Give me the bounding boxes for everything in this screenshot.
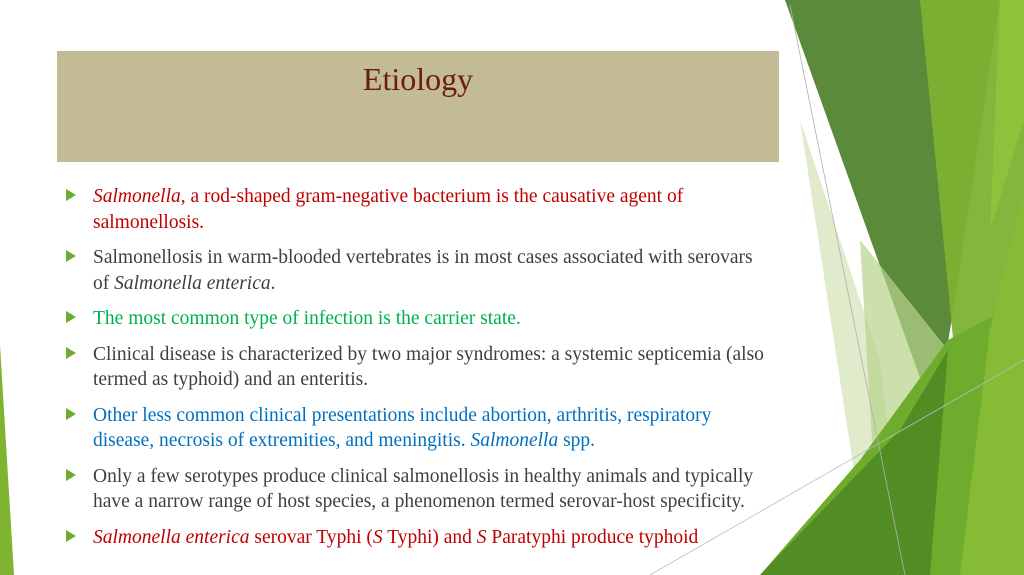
bullet-text: , a rod-shaped gram-negative bacterium is the causative agent of salmonellosis. [93, 186, 684, 233]
bullet-text: spp. [558, 430, 596, 451]
bullet-text: Typhi) and [382, 526, 477, 548]
bullet-text: Salmonella enterica [93, 526, 250, 548]
bullet-text: Paratyphi produce typhoid [486, 526, 699, 548]
slide-title: Etiology [362, 61, 474, 97]
bullet-text: . [270, 272, 276, 294]
bullet-text: S [476, 526, 487, 548]
bullet-arrow-icon [66, 408, 76, 420]
bullet-text: Other less common clinical presentations include abortion, arthritis, respiratory disease, necrosis of extremities, and meningitis. [93, 404, 712, 451]
bullet-arrow-icon [66, 469, 76, 481]
bullet-arrow-icon [66, 530, 76, 542]
bullet-text: Salmonellosis in warm-blooded vertebrates is in most cases associated with serovars of [93, 247, 753, 294]
bullet-item [64, 306, 764, 332]
bullet-text: Salmonella [470, 430, 559, 451]
bullet-item [64, 525, 764, 551]
left-green-sliver [0, 345, 14, 575]
bullet-text: serovar Typhi ( [249, 526, 373, 548]
bullet-item [64, 342, 764, 393]
title-bar [57, 51, 779, 162]
bullet-arrow-icon [66, 189, 76, 201]
bullet-item [64, 245, 764, 296]
bullet-text: The most common type of infection is the carrier state. [93, 308, 521, 329]
bullet-item [64, 403, 764, 454]
bullet-arrow-icon [66, 250, 76, 262]
bullet-text: Only a few serotypes produce clinical salmonellosis in healthy animals and typically have a narrow range of host species, a phenomenon termed serovar-host specificity. [93, 465, 754, 512]
bullet-text: Salmonella enterica [114, 272, 271, 294]
bullet-arrow-icon [66, 311, 76, 323]
bullet-item [64, 184, 764, 235]
bullet-text: Clinical disease is characterized by two major syndromes: a systemic septicemia (also termed as typhoid) and an enteritis. [93, 343, 764, 390]
bullet-text: S [372, 526, 383, 548]
bullet-list [64, 184, 764, 560]
bullet-text: Salmonella [93, 186, 181, 207]
bullet-arrow-icon [66, 347, 76, 359]
bullet-item [64, 464, 764, 515]
